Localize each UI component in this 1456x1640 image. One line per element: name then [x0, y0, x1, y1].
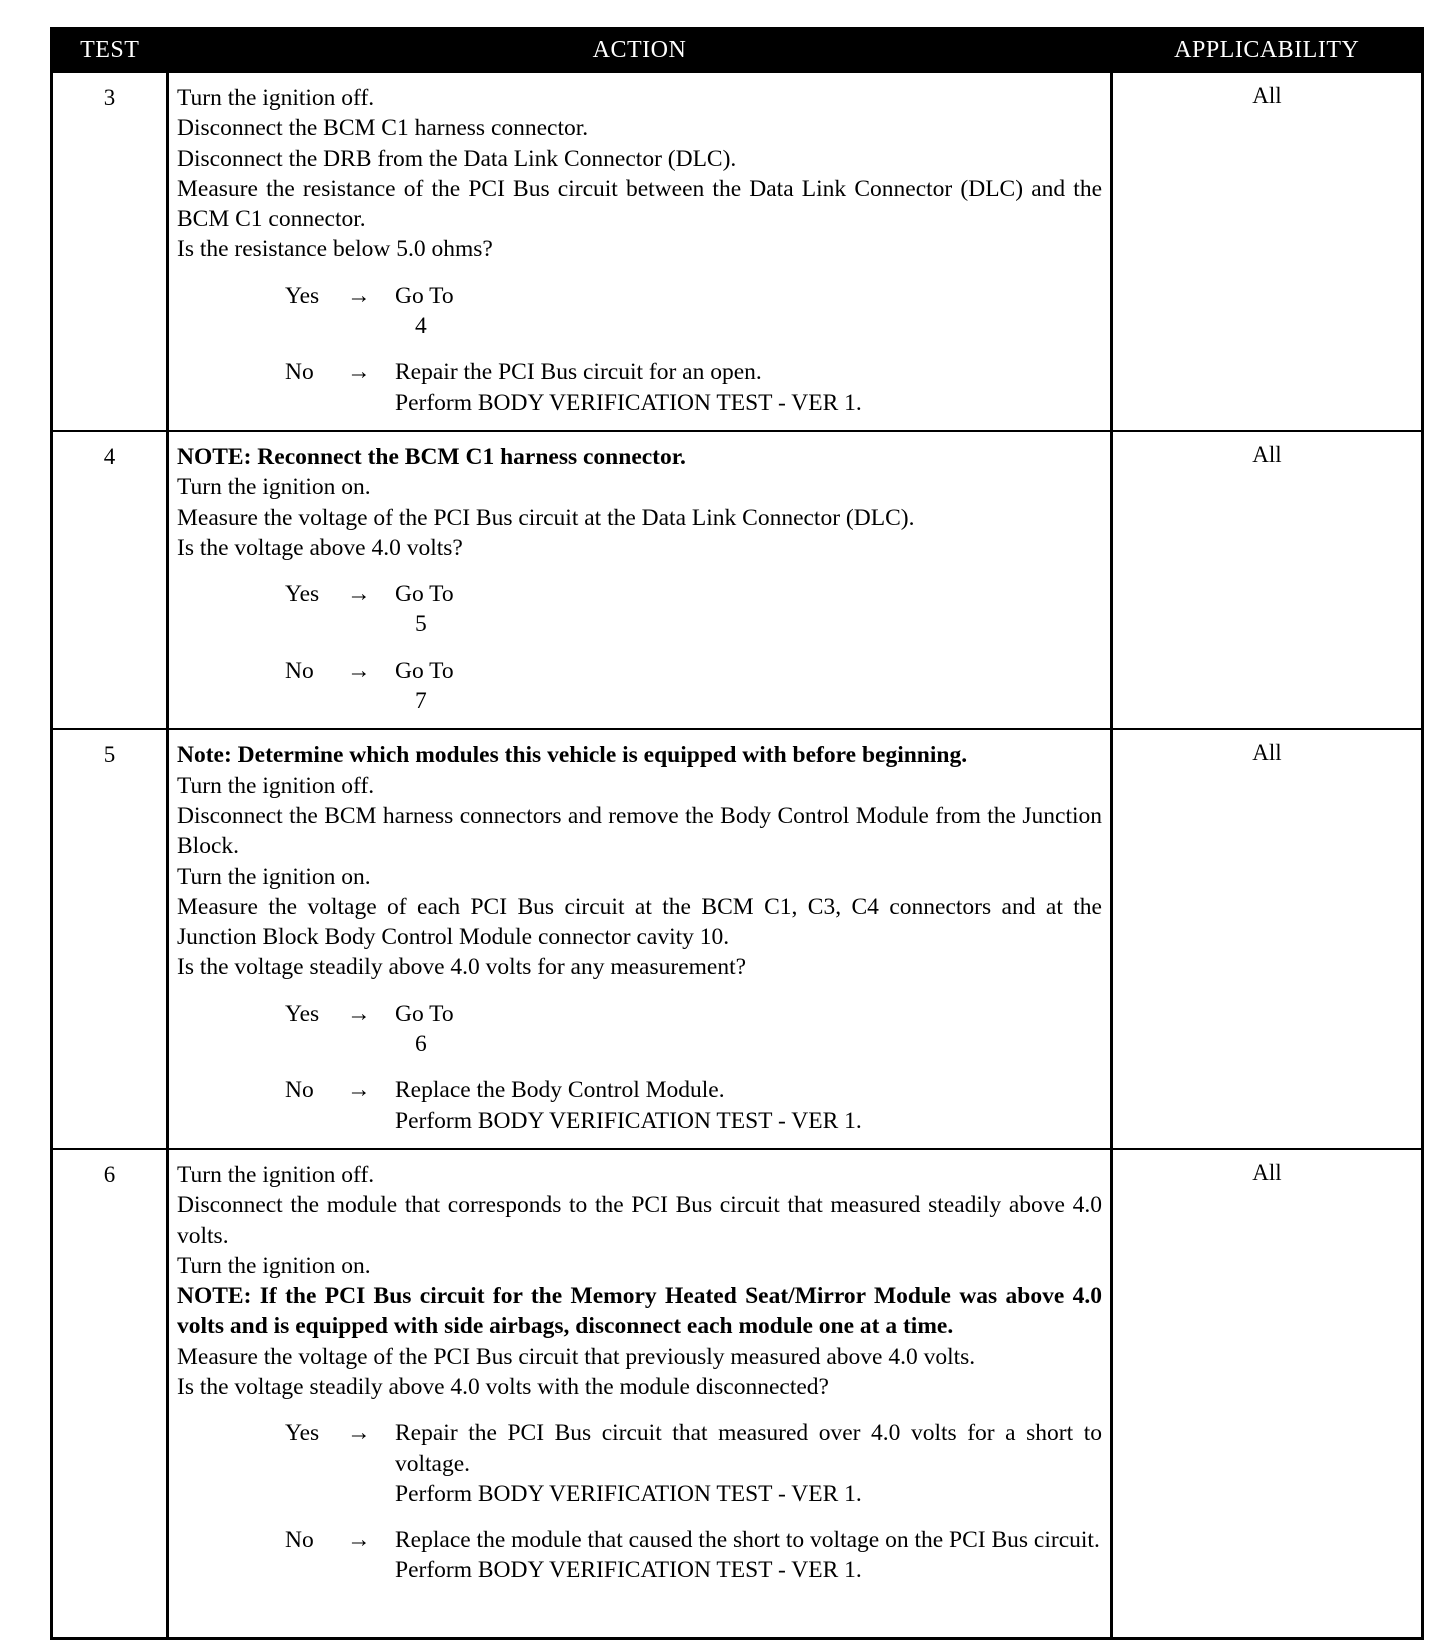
header-test: TEST: [52, 29, 168, 73]
action-line: Turn the ignition on.: [177, 863, 371, 890]
table-row: [52, 1149, 1423, 1639]
action-line: Turn the ignition off.: [177, 1161, 375, 1188]
action-line: Turn the ignition off.: [177, 772, 375, 799]
no-result-line: Perform BODY VERIFICATION TEST - VER 1.: [395, 1107, 862, 1134]
yes-label: Yes: [285, 581, 320, 608]
action-line: Disconnect the DRB from the Data Link Connector (DLC).: [177, 145, 737, 172]
action-line: Disconnect the BCM harness connectors and remove the Body Control Module from the Junction Block.: [177, 802, 1102, 860]
test-number: 5: [52, 729, 168, 1149]
action-cell: [168, 431, 1112, 729]
action-line: Disconnect the BCM C1 harness connector.: [177, 115, 589, 142]
arrow-right-icon: →: [347, 1000, 371, 1027]
yes-branch: [285, 281, 1102, 342]
action-cell: [168, 1149, 1112, 1639]
action-line: Turn the ignition off.: [177, 85, 375, 111]
action-question: Is the voltage steadily above 4.0 volts for any measurement?: [177, 954, 747, 981]
diagnostic-test-table: [50, 27, 1424, 1640]
yes-label: Yes: [285, 1000, 320, 1027]
note-text: NOTE: If the PCI Bus circuit for the Memory Heated Seat/Mirror Module was above 4.0 volts and is equipped with side airbags, disconnect each module one at a time.: [177, 1283, 1102, 1340]
arrow-right-icon: →: [347, 1527, 371, 1554]
no-result-line: Perform BODY VERIFICATION TEST - VER 1.: [395, 389, 862, 416]
diagnostic-table-sheet: [50, 27, 1421, 1640]
arrow-right-icon: →: [347, 1420, 371, 1447]
action-cell: [168, 72, 1112, 431]
no-branch: [285, 1075, 1102, 1136]
arrow-right-icon: →: [347, 581, 371, 608]
arrow-right-icon: →: [347, 657, 371, 684]
applicability-value: All: [1112, 72, 1423, 431]
note-text: Note: Determine which modules this vehicle is equipped with before beginning.: [177, 742, 968, 769]
action-cell: [168, 729, 1112, 1149]
no-branch: [285, 656, 1102, 717]
test-number: 6: [52, 1149, 168, 1639]
yes-label: Yes: [285, 1420, 320, 1447]
header-applicability: APPLICABILITY: [1112, 29, 1423, 73]
no-result-line: Replace the Body Control Module.: [395, 1077, 725, 1104]
goto-text: Go To: [395, 581, 454, 608]
no-label: No: [285, 657, 314, 684]
goto-step-number: 5: [415, 611, 427, 638]
action-question: Is the voltage steadily above 4.0 volts with the module disconnected?: [177, 1373, 829, 1400]
applicability-value: All: [1112, 729, 1423, 1149]
action-question: Is the voltage above 4.0 volts?: [177, 534, 463, 561]
no-result-line: Replace the module that caused the short to voltage on the PCI Bus circuit.: [395, 1527, 1100, 1554]
action-question: Is the resistance below 5.0 ohms?: [177, 236, 493, 263]
no-label: No: [285, 1527, 314, 1554]
action-line: Measure the voltage of the PCI Bus circuit that previously measured above 4.0 volts.: [177, 1343, 976, 1370]
goto-step-number: 4: [415, 313, 427, 340]
table-header-row: [52, 29, 1423, 73]
no-branch: [285, 357, 1102, 418]
yes-branch: [285, 579, 1102, 640]
note-text: NOTE: Reconnect the BCM C1 harness connector.: [177, 443, 686, 470]
action-line: Measure the resistance of the PCI Bus circuit between the Data Link Connector (DLC) and the BCM C1 connector.: [177, 175, 1102, 233]
action-line: Turn the ignition on.: [177, 474, 371, 501]
goto-step-number: 7: [415, 688, 427, 715]
goto-step-number: 6: [415, 1031, 427, 1058]
no-label: No: [285, 359, 314, 386]
no-branch: [285, 1525, 1102, 1586]
yes-result-line: Perform BODY VERIFICATION TEST - VER 1.: [395, 1480, 862, 1507]
goto-text: Go To: [395, 282, 454, 309]
action-line: Measure the voltage of each PCI Bus circuit at the BCM C1, C3, C4 connectors and at the Junction Block Body Control Module connector cavity 10.: [177, 893, 1102, 951]
test-number: 3: [52, 72, 168, 431]
arrow-right-icon: →: [347, 282, 371, 309]
yes-branch: [285, 1418, 1102, 1509]
yes-result-line: Repair the PCI Bus circuit that measured over 4.0 volts for a short to voltage.: [395, 1420, 1102, 1477]
applicability-value: All: [1112, 1149, 1423, 1639]
yes-label: Yes: [285, 282, 320, 309]
arrow-right-icon: →: [347, 1077, 371, 1104]
action-line: Turn the ignition on.: [177, 1252, 371, 1279]
goto-text: Go To: [395, 657, 454, 684]
yes-branch: [285, 999, 1102, 1060]
arrow-right-icon: →: [347, 359, 371, 386]
action-line: Measure the voltage of the PCI Bus circuit at the Data Link Connector (DLC).: [177, 504, 915, 531]
header-action: ACTION: [168, 29, 1112, 73]
goto-text: Go To: [395, 1000, 454, 1027]
table-row: [52, 72, 1423, 431]
table-row: [52, 431, 1423, 729]
no-result-line: Perform BODY VERIFICATION TEST - VER 1.: [395, 1557, 862, 1584]
applicability-value: All: [1112, 431, 1423, 729]
no-label: No: [285, 1077, 314, 1104]
no-result-line: Repair the PCI Bus circuit for an open.: [395, 359, 762, 386]
table-row: [52, 729, 1423, 1149]
action-line: Disconnect the module that corresponds to the PCI Bus circuit that measured steadily above 4.0 volts.: [177, 1192, 1102, 1249]
test-number: 4: [52, 431, 168, 729]
